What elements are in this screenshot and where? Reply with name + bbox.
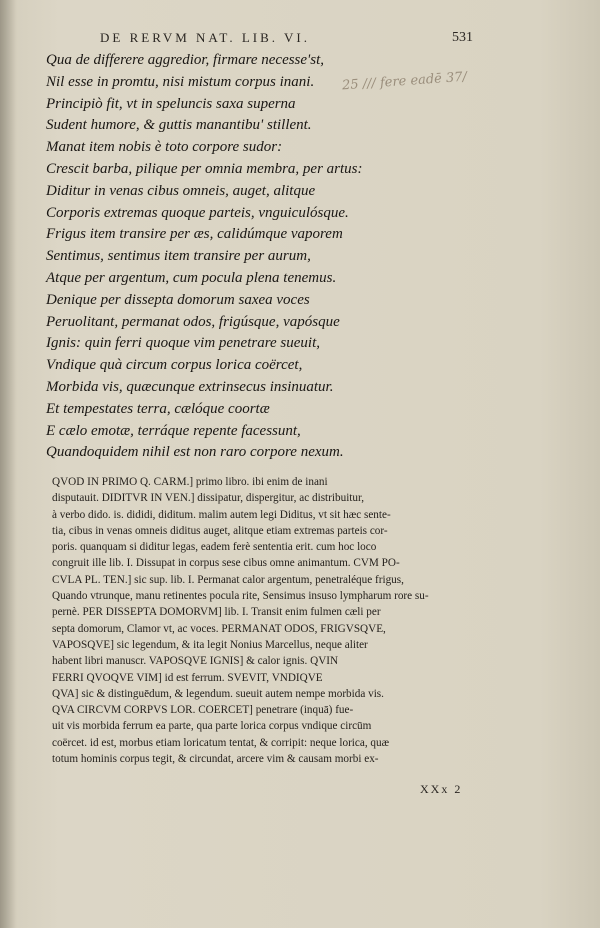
commentary-line: CVLA PL. TEN.] sic sup. lib. I. Permanat calor argentum, penetraléque frigus, [52, 573, 404, 586]
verse-line: Atque per argentum, cum pocula plena tenemus. [46, 269, 337, 286]
commentary-line: VAPOSQVE] sic legendum, & ita legit Nonius Marcellus, neque aliter [52, 638, 368, 651]
page-number: 531 [452, 30, 473, 45]
verse-line: Crescit barba, pilique per omnia membra, per artus: [46, 160, 363, 177]
verse-block [46, 50, 426, 464]
commentary-line: QVOD IN PRIMO Q. CARM.] primo libro. ibi enim de inani [52, 476, 328, 488]
commentary-line: FERRI QVOQVE VIM] id est ferrum. SVEVIT, VNDIQVE [52, 671, 323, 684]
commentary-line: Quando vtrunque, manu retinentes pocula rite, Sensimus insuso lympharum rore su- [52, 590, 429, 603]
commentary-line: uit vis morbida ferrum ea parte, qua parte lorica corpus vndique circūm [52, 720, 372, 733]
verse-line: Sudent humore, & guttis manantibu' stillent. [46, 117, 312, 134]
verse-line: Ignis: quin ferri quoque vim penetrare sueuit, [46, 335, 320, 352]
commentary-line: coërcet. id est, morbus etiam loricatum tentat, & corripit: neque lorica, quæ [52, 736, 390, 749]
verse-line: Morbida vis, quæcunque extrinsecus insinuatur. [46, 378, 334, 395]
commentary-line: QVA CIRCVM CORPVS LOR. COERCET] penetrare (inquā) fue- [52, 704, 354, 717]
commentary-line: tia, cibus in venas omneis diditus auget, alitque etiam extremas parteis cor- [52, 524, 388, 537]
verse-line: Qua de differere aggredior, firmare necesse'st, [46, 52, 325, 68]
signature-mark: XXx 2 [420, 782, 463, 796]
verse-line: Sentimus, sentimus item transire per aurum, [46, 248, 311, 265]
verse-line: Corporis extremas quoque parteis, vnguiculósque. [46, 204, 349, 221]
verse-line: Diditur in venas cibus omneis, auget, alitque [46, 182, 316, 199]
verse-line: Denique per dissepta domorum saxea voces [46, 291, 310, 308]
verse-line: Nil esse in promtu, nisi mistum corpus inani. [46, 73, 315, 90]
commentary-line: à verbo dido. is. dididi, diditum. malim autem legi Diditus, vt sit hæc sente- [52, 508, 391, 521]
commentary-block [52, 474, 500, 767]
verse-line: Vndique quà circum corpus lorica coërcet, [46, 357, 303, 374]
commentary-line: congruit ille lib. I. Dissupat in corpus sese cibus omne animantum. CVM PO- [52, 557, 400, 570]
verse-line: Principiò fit, vt in speluncis saxa superna [46, 95, 296, 112]
verse-line: Manat item nobis è toto corpore sudor: [46, 139, 283, 156]
commentary-line: QVA] sic & distinguēdum, & legendum. sueuit autem nempe morbida vis. [52, 687, 384, 700]
gutter-shadow [0, 0, 16, 928]
commentary-line: disputauit. DIDITVR IN VEN.] dissipatur, dispergitur, ac distribuitur, [52, 492, 365, 505]
commentary-line: totum hominis corpus tegit, & circundat, arcere vim & causam morbi ex- [52, 753, 379, 766]
running-title: DE RERVM NAT. LIB. VI. [100, 30, 311, 45]
verse-line: E cælo emotæ, terráque repente facessunt, [46, 422, 301, 439]
commentary-line: poris. quanquam si diditur legas, eadem ferè sententia erit. cum hoc loco [52, 541, 377, 554]
commentary-line: septa domorum, Clamor vt, ac voces. PERMANAT ODOS, FRIGVSQVE, [52, 622, 386, 635]
verse-line: Quandoquidem nihil est non raro corpore nexum. [46, 444, 344, 461]
verse-line: Frigus item transire per æs, calidúmque vaporem [46, 226, 343, 243]
commentary-line: habent libri manuscr. VAPOSQVE IGNIS] & calor ignis. QVIN [52, 655, 339, 668]
verse-line: Et tempestates terra, cælóque coortæ [46, 400, 270, 417]
handwritten-marginal-note: 25 /// fere eadē 37/ [341, 69, 468, 94]
commentary-line: pernè. PER DISSEPTA DOMORVM] lib. I. Transit enim fulmen cæli per [52, 606, 381, 619]
verse-line: Peruolitant, permanat odos, frigúsque, vapósque [46, 313, 340, 330]
